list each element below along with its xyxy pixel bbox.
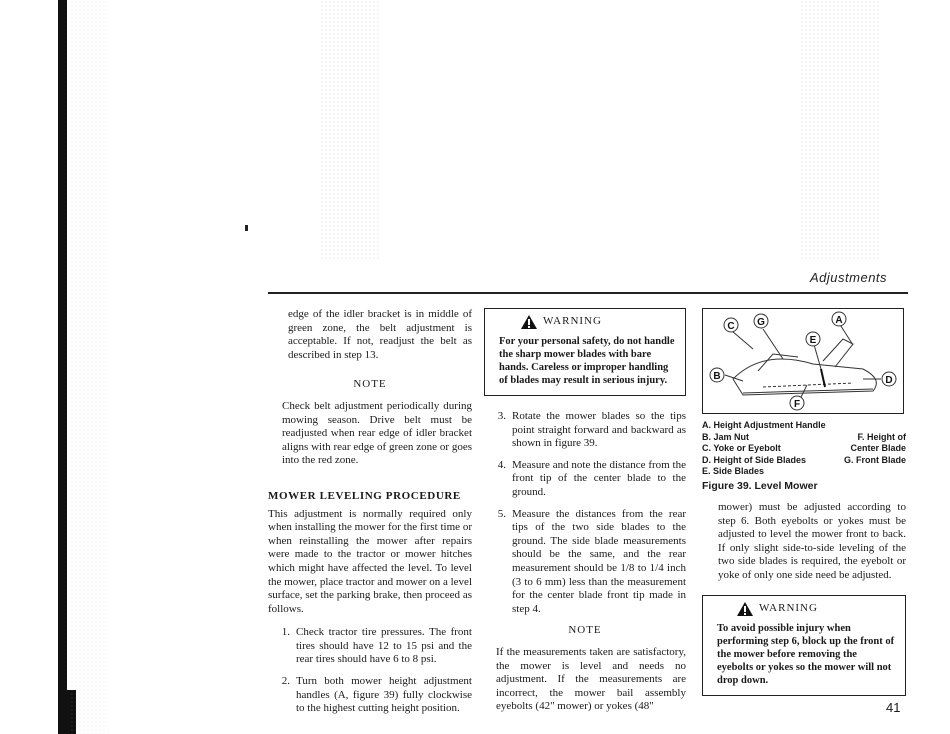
legend-row [702,432,906,444]
scan-mark [245,225,248,231]
note-body: Check belt adjustment periodically during mowing season. Drive belt must be readjusted when rear edge of idler bracket aligns with rear edge of green zone or goes into the red zone. [282,399,472,467]
list-item [484,459,686,500]
step-number: 1. [281,626,290,639]
step-number: 4. [497,458,506,471]
warning-triangle-icon [737,602,753,616]
bleed-through-speckle [800,0,880,260]
legend-row [702,443,906,455]
list-item [268,675,472,716]
step-number: 5. [497,507,506,520]
list-item [484,508,686,617]
legend-row [702,455,906,467]
step-number: 3. [497,410,506,422]
diagram-label-g: G [757,317,765,328]
warning-box [484,308,686,396]
step-number: 2. [281,675,290,688]
intro-paragraph: edge of the idler bracket is in middle of green zone, the belt adjustment is acceptable. If not, readjust the belt as described in step 13. [288,308,472,361]
continued-paragraph: mower) must be adjusted according to step 6. Both eyebolts or yokes must be adjusted to level the mower front to back. If only slight side-to-side leveling of the two side blades is required, the eyebolt or yoke of only one side need be adjusted. [718,501,906,582]
header-rule [268,292,908,294]
legend-right: Center Blade [850,443,906,453]
warning-label: WARNING [759,601,818,614]
page-number: 41 [886,700,901,715]
legend-row [702,420,906,432]
figure-caption: Figure 39. Level Mower [702,479,818,492]
diagram-label-a: A [835,315,843,326]
page-binding-edge [58,0,67,734]
legend-left: E. Side Blades [702,466,765,476]
list-item [268,626,472,667]
warning-body: To avoid possible injury when performing step 6, block up the front of the mower before removing the eyebolts or yokes so the mower will not drop down. [717,622,895,686]
step-text: Measure the distances from the rear tips of the two side blades to the ground. The side blade measurements should be the same, and the rear measurement should be 1/8 to 1/4 inch (3 to 6 mm) less than the measurement for the center blade front tip made in step 4. [512,507,686,615]
section-title: Adjustments [810,270,888,285]
diagram-label-c: C [727,321,735,332]
column-2 [484,308,686,714]
step-text: Turn both mower height adjustment handles (A, figure 39) fully clockwise to the highest cutting height position. [296,675,472,715]
legend-right: F. Height of [857,431,906,442]
section-body: This adjustment is normally required only when installing the mower for the first time or when reinstalling the mower after repairs were made to the tractor or mower hitches which might have affected the level. To level the mower, place tractor and mower on a level surface, set the parking brake, then proceed as follows. [268,507,472,615]
legend-left: C. Yoke or Eyebolt [702,443,781,453]
legend-right: G. Front Blade [843,454,906,465]
step-text: Check tractor tire pressures. The front tires should have 12 to 15 psi and the rear tires should have 6 to 8 psi. [296,626,472,666]
column-1 [268,308,472,724]
figure-legend [702,420,906,478]
mower-level-diagram [702,308,904,414]
section-heading: MOWER LEVELING PROCEDURE [268,489,461,502]
mower-diagram-illustration [703,309,903,413]
steps-list [268,626,472,716]
note-body: If the measurements taken are satisfactory, the mower is level and needs no adjustment. If the measurements are incorrect, the mower bail assembly eyebolts (42" mower) or yokes (48" [496,645,686,713]
warning-triangle-icon [521,315,537,329]
warning-label: WARNING [543,315,602,328]
legend-left: A. Height Adjustment Handle [702,420,826,430]
bleed-through-speckle [320,0,380,260]
step-text: Measure and note the distance from the front tip of the center blade to the ground. [512,458,686,498]
note-title: NOTE [353,378,387,391]
diagram-label-d: D [885,375,893,386]
diagram-label-f: F [793,399,801,410]
steps-list [484,410,686,616]
diagram-label-e: E [809,335,817,346]
warning-box [702,595,906,696]
legend-left: B. Jam Nut [702,431,750,442]
legend-left: D. Height of Side Blades [702,454,807,465]
legend-row [702,466,906,478]
note-title: NOTE [568,624,602,637]
warning-body: For your personal safety, do not handle the sharp mower blades with bare hands. Careless or improper handling of blades may result in serious injury. [499,336,675,386]
column-3 [702,308,906,696]
list-item [484,410,686,451]
diagram-label-b: B [713,371,721,382]
bleed-through-speckle [70,0,110,734]
step-text: Rotate the mower blades so the tips point straight forward and backward as shown in figure 39. [512,410,686,450]
